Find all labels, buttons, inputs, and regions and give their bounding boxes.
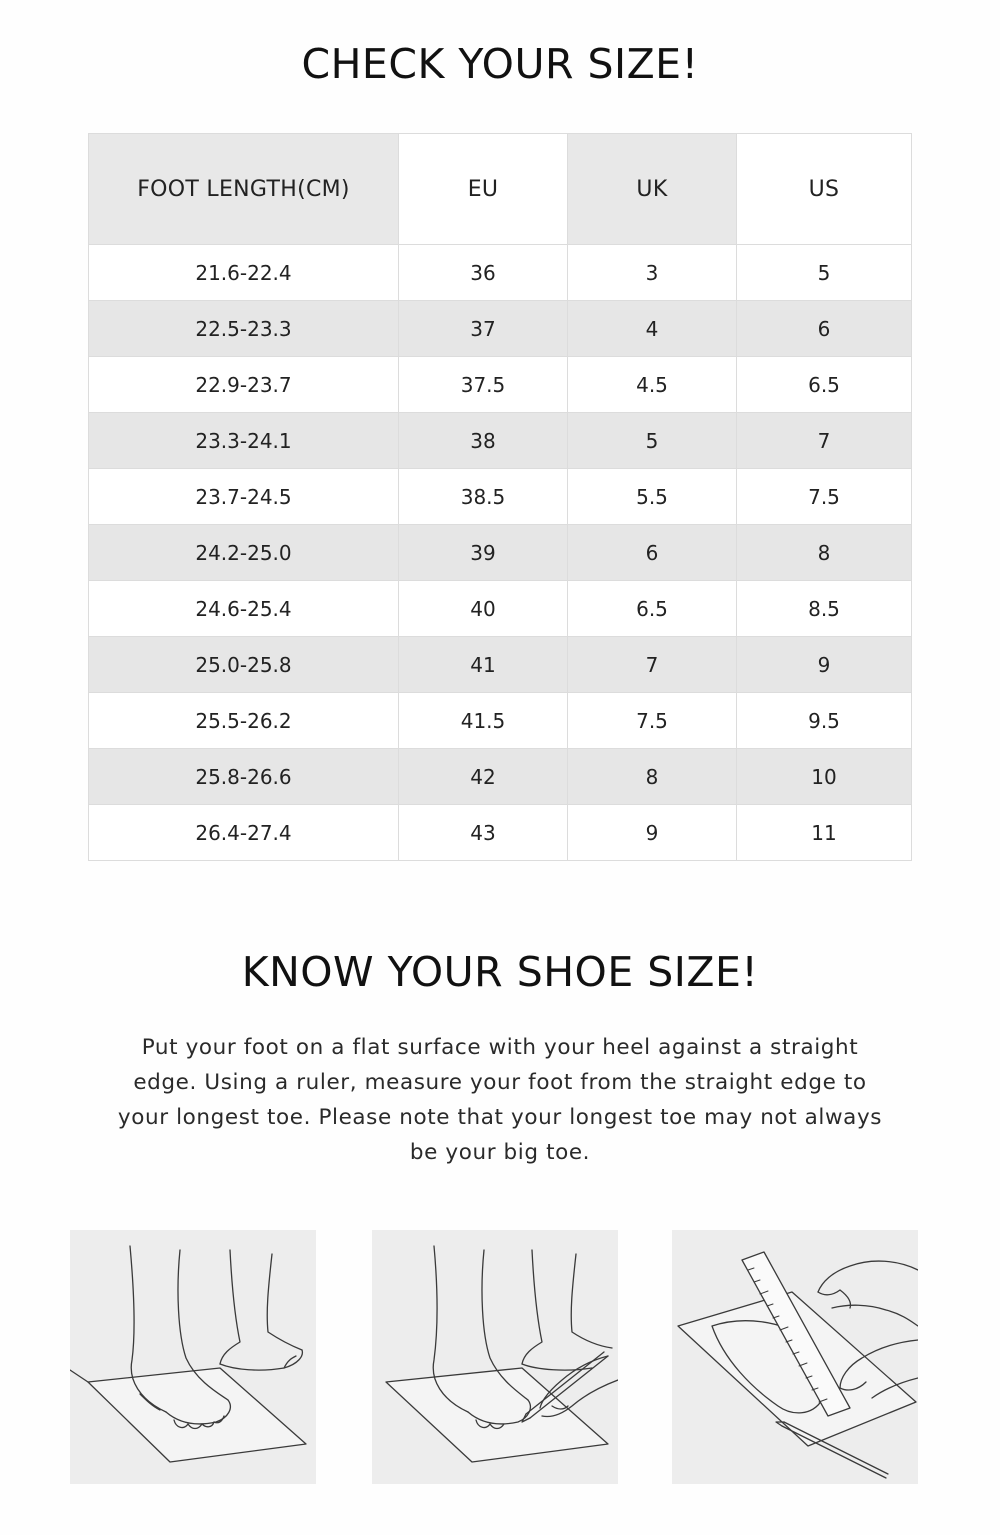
cell-foot-length: 23.7-24.5: [89, 469, 399, 525]
cell-us: 5: [737, 245, 912, 301]
cell-eu: 41.5: [399, 693, 568, 749]
table-row: [89, 805, 912, 861]
table-row: [89, 525, 912, 581]
guide-title: KNOW YOUR SHOE SIZE!: [241, 948, 759, 996]
cell-foot-length: 25.0-25.8: [89, 637, 399, 693]
cell-uk: 5.5: [568, 469, 737, 525]
cell-eu: 38: [399, 413, 568, 469]
cell-eu: 40: [399, 581, 568, 637]
cell-eu: 42: [399, 749, 568, 805]
header-uk: UK: [568, 134, 737, 245]
cell-eu: 39: [399, 525, 568, 581]
cell-foot-length: 22.9-23.7: [89, 357, 399, 413]
cell-uk: 5: [568, 413, 737, 469]
cell-foot-length: 24.2-25.0: [89, 525, 399, 581]
cell-eu: 36: [399, 245, 568, 301]
cell-uk: 7.5: [568, 693, 737, 749]
cell-us: 10: [737, 749, 912, 805]
cell-uk: 9: [568, 805, 737, 861]
cell-uk: 4.5: [568, 357, 737, 413]
cell-us: 9.5: [737, 693, 912, 749]
table-row: [89, 245, 912, 301]
cell-us: 7: [737, 413, 912, 469]
cell-foot-length: 24.6-25.4: [89, 581, 399, 637]
cell-uk: 8: [568, 749, 737, 805]
table-row: [89, 581, 912, 637]
cell-foot-length: 26.4-27.4: [89, 805, 399, 861]
cell-eu: 37: [399, 301, 568, 357]
cell-eu: 38.5: [399, 469, 568, 525]
table-row: [89, 413, 912, 469]
header-foot-length: FOOT LENGTH(CM): [89, 134, 399, 245]
cell-uk: 3: [568, 245, 737, 301]
cell-foot-length: 25.8-26.6: [89, 749, 399, 805]
cell-foot-length: 23.3-24.1: [89, 413, 399, 469]
cell-uk: 7: [568, 637, 737, 693]
cell-us: 8: [737, 525, 912, 581]
cell-uk: 6: [568, 525, 737, 581]
table-row: [89, 301, 912, 357]
cell-us: 9: [737, 637, 912, 693]
cell-us: 6: [737, 301, 912, 357]
header-us: US: [737, 134, 912, 245]
cell-uk: 6.5: [568, 581, 737, 637]
feet-on-paper-illustration: [70, 1230, 316, 1484]
cell-eu: 41: [399, 637, 568, 693]
cell-eu: 43: [399, 805, 568, 861]
tracing-foot-illustration: [372, 1230, 618, 1484]
cell-us: 6.5: [737, 357, 912, 413]
size-chart-title: CHECK YOUR SIZE!: [301, 40, 699, 88]
table-row: [89, 637, 912, 693]
cell-us: 8.5: [737, 581, 912, 637]
size-chart-table: [88, 133, 912, 861]
table-row: [89, 693, 912, 749]
header-eu: EU: [399, 134, 568, 245]
cell-foot-length: 21.6-22.4: [89, 245, 399, 301]
cell-uk: 4: [568, 301, 737, 357]
guide-instructions: Put your foot on a flat surface with your heel against a straight edge. Using a ruler, measure your foot from the straight edge to your longest toe. Please note that your longest toe may not always be your big toe.: [117, 1035, 883, 1165]
table-row: [89, 749, 912, 805]
ruler-measuring-illustration: [672, 1230, 918, 1484]
cell-eu: 37.5: [399, 357, 568, 413]
cell-us: 7.5: [737, 469, 912, 525]
cell-us: 11: [737, 805, 912, 861]
size-chart-header-row: [89, 134, 912, 245]
table-row: [89, 469, 912, 525]
cell-foot-length: 25.5-26.2: [89, 693, 399, 749]
table-row: [89, 357, 912, 413]
cell-foot-length: 22.5-23.3: [89, 301, 399, 357]
